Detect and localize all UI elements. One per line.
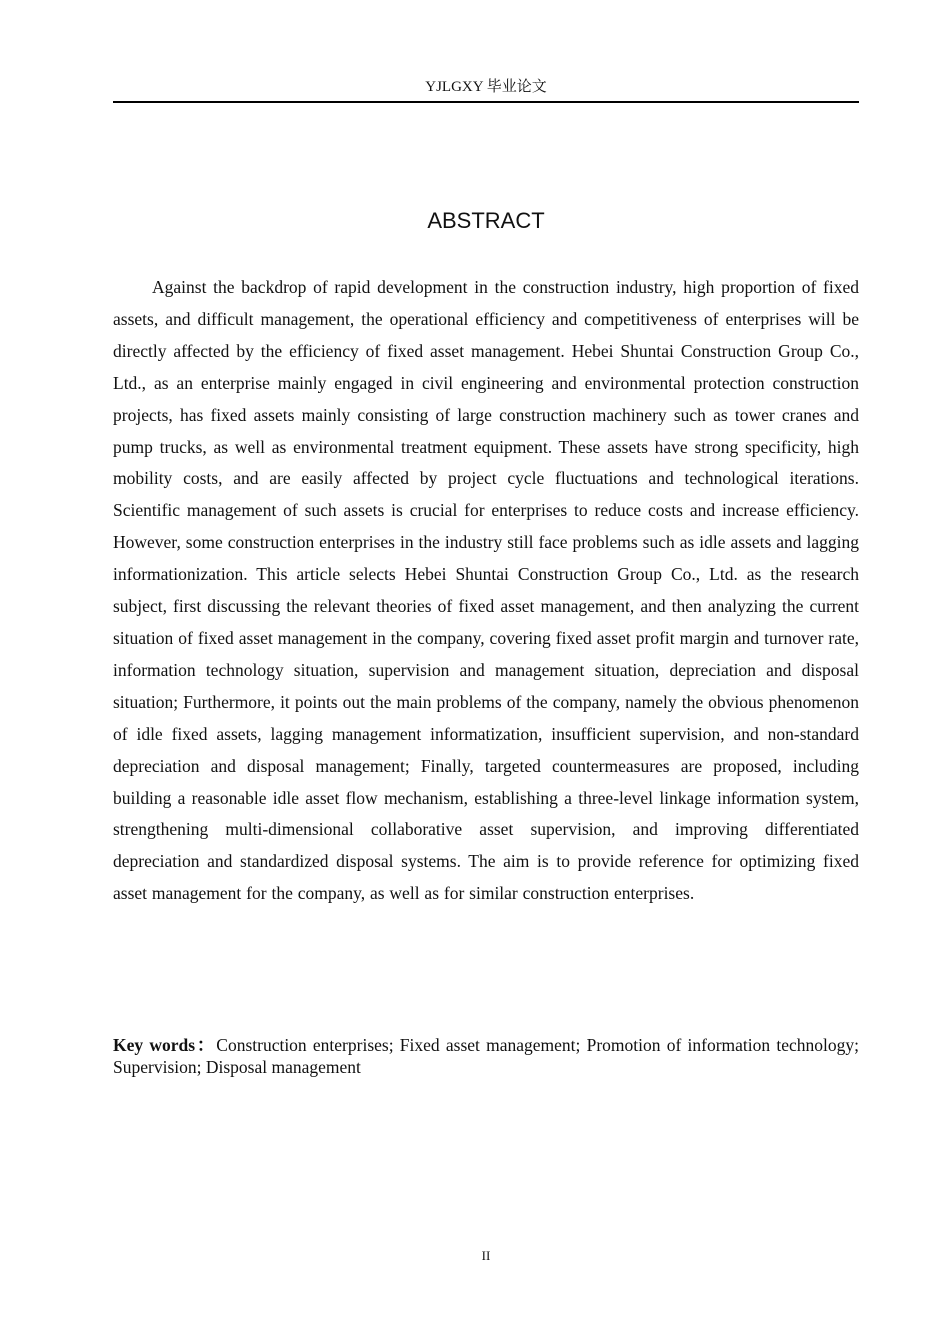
page-number: II: [481, 1248, 491, 1263]
keywords-label: Key words：: [113, 1035, 217, 1055]
abstract-title: ABSTRACT: [427, 208, 545, 233]
keywords-text: Construction enterprises; Fixed asset management; Promotion of information technology; Supervision; Disposal management: [113, 1035, 860, 1077]
header-title: YJLGXY 毕业论文: [425, 79, 547, 95]
page-header: [113, 76, 859, 103]
abstract-body: Against the backdrop of rapid development in the construction industry, high proportion of fixed assets, and difficult management, the operational efficiency and competitiveness of enterprises will be directly affected by the efficiency of fixed asset management. Hebei Shuntai Construction Group Co., Ltd., as an enterprise mainly engaged in civil engineering and environmental protection construction projects, has fixed assets mainly consisting of large construction machinery such as tower cranes and pump trucks, as well as environmental treatment equipment. These assets have strong specificity, high mobility costs, and are easily affected by project cycle fluctuations and technological iterations. Scientific management of such assets is crucial for enterprises to reduce costs and increase efficiency. However, some construction enterprises in the industry still face problems such as idle assets and lagging informationization. This article selects Hebei Shuntai Construction Group Co., Ltd. as the research subject, first discussing the relevant theories of fixed asset management, and then analyzing the current situation of fixed asset management in the company, covering fixed asset profit margin and turnover rate, information technology situation, supervision and management situation, depreciation and disposal situation; Furthermore, it points out the main problems of the company, namely the obvious phenomenon of idle fixed assets, lagging management informatization, insufficient supervision, and non-standard depreciation and disposal management; Finally, targeted countermeasures are proposed, including building a reasonable idle asset flow mechanism, establishing a three-level linkage information system, strengthening multi-dimensional collaborative asset supervision, and improving differentiated depreciation and standardized disposal systems. The aim is to provide reference for optimizing fixed asset management for the company, as well as for similar construction enterprises.: [113, 277, 859, 904]
keywords: [113, 1034, 859, 1078]
